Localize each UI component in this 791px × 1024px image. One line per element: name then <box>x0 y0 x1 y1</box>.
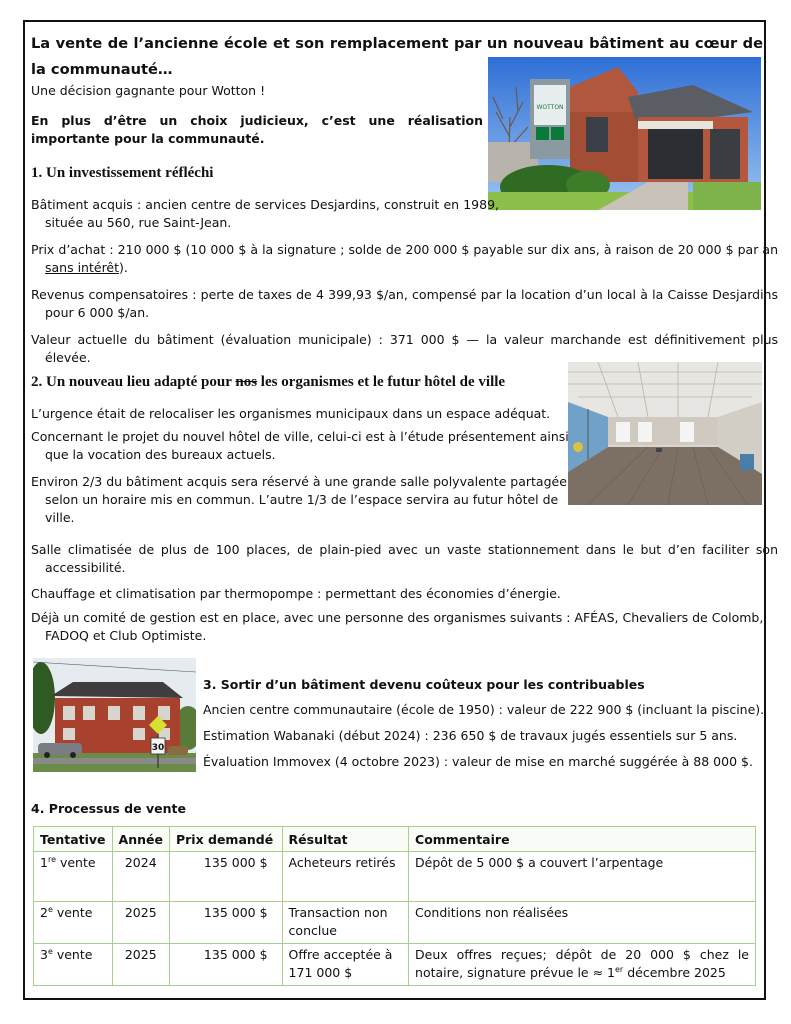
section-2-heading-struck: nos <box>235 374 258 390</box>
photo-interior-hall <box>568 362 762 505</box>
purchase-price-no-interest: sans intérêt <box>45 260 120 275</box>
cell-year: 2025 <box>112 902 169 944</box>
cell-price: 135 000 $ <box>169 944 282 986</box>
section-1-current-value: Valeur actuelle du bâtiment (évaluation municipale) : 371 000 $ — la valeur marchande est définitivement plus élevée. <box>31 332 778 365</box>
header-result: Résultat <box>282 827 408 852</box>
cell-price: 135 000 $ <box>169 852 282 902</box>
cell-result: Transaction non conclue <box>282 902 408 944</box>
cell-result: Offre acceptée à 171 000 $ <box>282 944 408 986</box>
page-title: La vente de l’ancienne école et son remplacement par un nouveau bâtiment au cœur de la communauté… <box>31 35 763 78</box>
header-asking-price: Prix demandé <box>169 827 282 852</box>
cell-attempt: 2e vente <box>34 902 113 944</box>
photo-desjardins-building <box>488 57 761 210</box>
header-attempt: Tentative <box>34 827 113 852</box>
section-3-old-community-center: Ancien centre communautaire (école de 1950) : valeur de 222 900 $ (incluant la piscine). <box>203 702 765 717</box>
cell-attempt: 1re vente <box>34 852 113 902</box>
section-1-acquired-building: Bâtiment acquis : ancien centre de services Desjardins, construit en 1989, située au 560, rue Saint-Jean. <box>31 197 499 230</box>
cell-attempt: 3e vente <box>34 944 113 986</box>
section-2-heading-start: 2. Un nouveau lieu adapté pour <box>31 374 236 390</box>
section-2-air-conditioned-hall: Salle climatisée de plus de 100 places, de plain-pied avec un vaste stationnement dans le but d’en faciliter son accessibilité. <box>31 542 778 575</box>
table-row <box>34 852 756 902</box>
subtitle: Une décision gagnante pour Wotton ! <box>31 83 266 98</box>
cell-year: 2025 <box>112 944 169 986</box>
sign-wotton-text: WOTTON <box>536 104 564 111</box>
header-year: Année <box>112 827 169 852</box>
section-2-management-committee: Déjà un comité de gestion est en place, avec une personne des organismes suivants : AFÉAS, Chevaliers de Colomb, FADOQ et Club Optimiste. <box>31 610 764 643</box>
section-2-town-hall-project: Concernant le projet du nouvel hôtel de ville, celui-ci est à l’étude présentement ainsi que la vocation des bureaux actuels. <box>31 429 569 462</box>
section-1-compensating-revenue: Revenus compensatoires : perte de taxes de 4 399,93 $/an, compensé par la location d’un local à la Caisse Desjardins pour 6 000 $/an. <box>31 287 778 320</box>
section-1-heading: 1. Un investissement réfléchi <box>31 165 214 181</box>
purchase-price-text: Prix d’achat : 210 000 $ (10 000 $ à la signature ; solde de 200 000 $ payable sur dix ans, à raison de 20 000 $ par an <box>31 242 778 257</box>
section-2-relocation: L’urgence était de relocaliser les organismes municipaux dans un espace adéquat. <box>31 406 551 421</box>
section-3-heading: 3. Sortir d’un bâtiment devenu coûteux pour les contribuables <box>203 677 645 692</box>
cell-comment: Deux offres reçues; dépôt de 20 000 $ chez le notaire, signature prévue le ≈ 1er décembre 2025 <box>409 944 756 986</box>
cell-year: 2024 <box>112 852 169 902</box>
purchase-price-end: ). <box>119 260 128 275</box>
table-row <box>34 902 756 944</box>
section-4-heading: 4. Processus de vente <box>31 801 186 816</box>
intro-statement: En plus d’être un choix judicieux, c’est une réalisation importante pour la communauté. <box>31 113 483 146</box>
section-1-purchase-price <box>31 241 778 277</box>
section-2-heading-end: les organismes et le futur hôtel de ville <box>257 374 506 390</box>
speed-limit-sign-value: 30 <box>151 743 165 753</box>
cell-comment: Dépôt de 5 000 $ a couvert l’arpentage <box>409 852 756 902</box>
cell-comment: Conditions non réalisées <box>409 902 756 944</box>
section-3-wabanaki-estimate: Estimation Wabanaki (début 2024) : 236 650 $ de travaux jugés essentiels sur 5 ans. <box>203 728 738 743</box>
section-2-heat-pump: Chauffage et climatisation par thermopompe : permettant des économies d’énergie. <box>31 586 561 601</box>
table-row <box>34 944 756 986</box>
sales-process-table <box>33 826 756 986</box>
section-2-heading <box>31 374 505 391</box>
cell-result: Acheteurs retirés <box>282 852 408 902</box>
table-header-row <box>34 827 756 852</box>
header-comment: Commentaire <box>409 827 756 852</box>
cell-price: 135 000 $ <box>169 902 282 944</box>
section-3-immovex-evaluation: Évaluation Immovex (4 octobre 2023) : valeur de mise en marché suggérée à 88 000 $. <box>203 754 753 769</box>
photo-old-school <box>33 658 196 772</box>
section-2-space-allocation: Environ 2/3 du bâtiment acquis sera réservé à une grande salle polyvalente partagée selon un horaire mis en commun. L’autre 1/3 de l’espace servira au futur hôtel de ville. <box>31 474 567 525</box>
